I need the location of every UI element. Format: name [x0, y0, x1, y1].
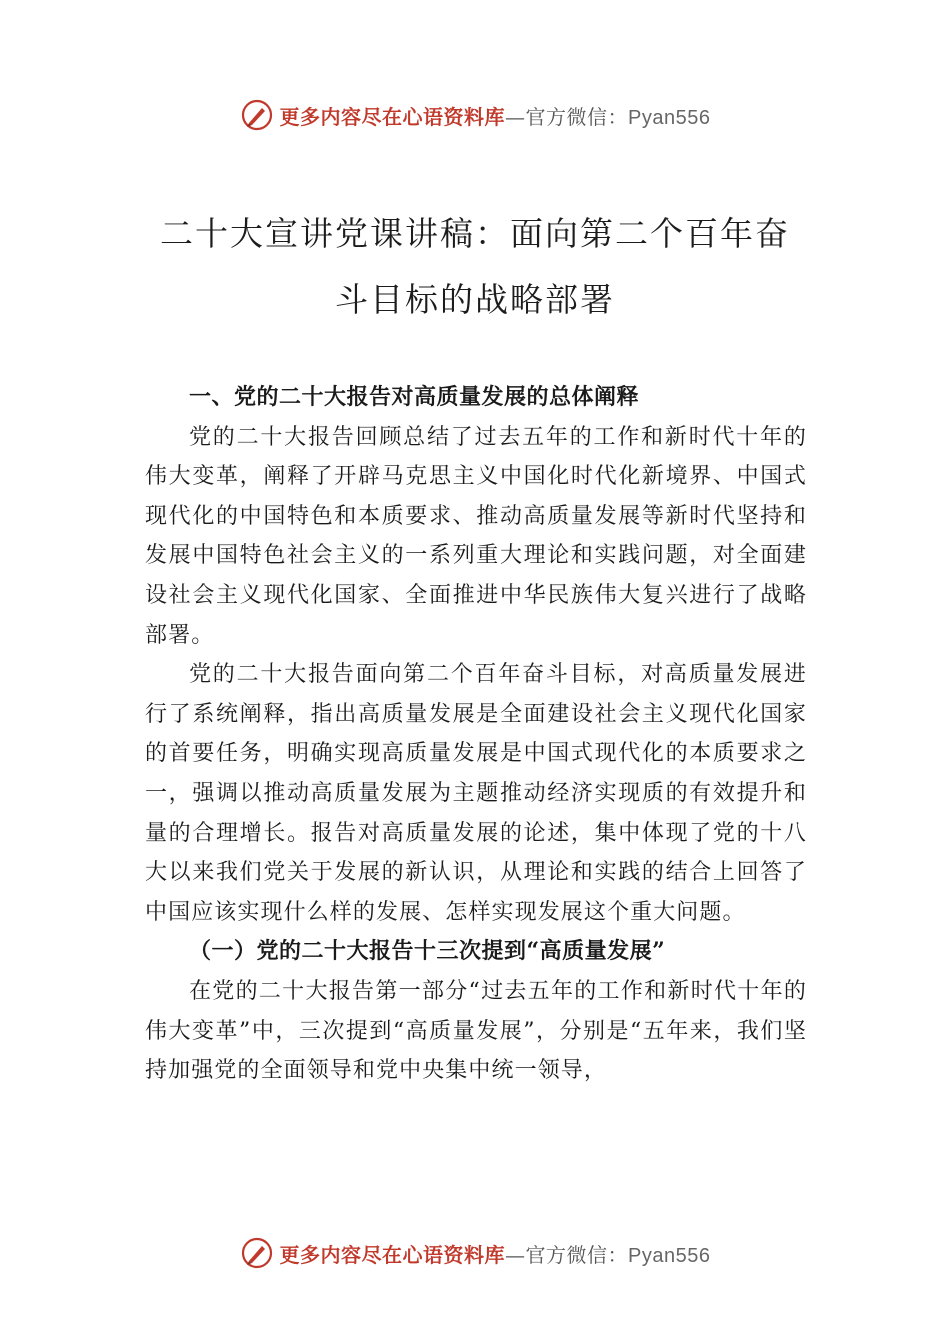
footer-watermark	[0, 1233, 950, 1273]
document-title-line-2: 斗目标的战略部署	[335, 280, 615, 319]
header-watermark	[0, 95, 950, 135]
watermark-text: 更多内容尽在心语资料库—官方微信：Pyan556	[279, 1242, 711, 1267]
paragraph: 党的二十大报告面向第二个百年奋斗目标，对高质量发展进行了系统阐释，指出高质量发展是全面建设社会主义现代化国家的首要任务，明确实现高质量发展是中国式现代化的本质要求之一，强调以推动高质量发展为主题推动经济实现质的有效提升和量的合理增长。报告对高质量发展的论述，集中体现了党的十八大以来我们党关于发展的新认识，从理论和实践的结合上回答了中国应该实现什么样的发展、怎样实现发展这个重大问题。	[145, 662, 807, 925]
pen-logo-icon	[240, 1236, 274, 1270]
paragraph: 在党的二十大报告第一部分“过去五年的工作和新时代十年的伟大变革”中，三次提到“高质量发展”，分别是“五年来，我们坚持加强党的全面领导和党中央集中统一领导，	[145, 978, 807, 1084]
document-body	[145, 378, 807, 1091]
document-title-line-1: 二十大宣讲党课讲稿：面向第二个百年奋	[160, 214, 790, 253]
pen-logo-icon	[240, 98, 274, 132]
section-heading: 一、党的二十大报告对高质量发展的总体阐释	[189, 385, 640, 410]
watermark-text: 更多内容尽在心语资料库—官方微信：Pyan556	[279, 104, 711, 129]
subsection-heading: （一）党的二十大报告十三次提到“高质量发展”	[189, 938, 666, 965]
paragraph: 党的二十大报告回顾总结了过去五年的工作和新时代十年的伟大变革，阐释了开辟马克思主义中国化时代化新境界、中国式现代化的中国特色和本质要求、推动高质量发展等新时代坚持和发展中国特色社会主义的一系列重大理论和实践问题，对全面建设社会主义现代化国家、全面推进中华民族伟大复兴进行了战略部署。	[145, 424, 807, 648]
